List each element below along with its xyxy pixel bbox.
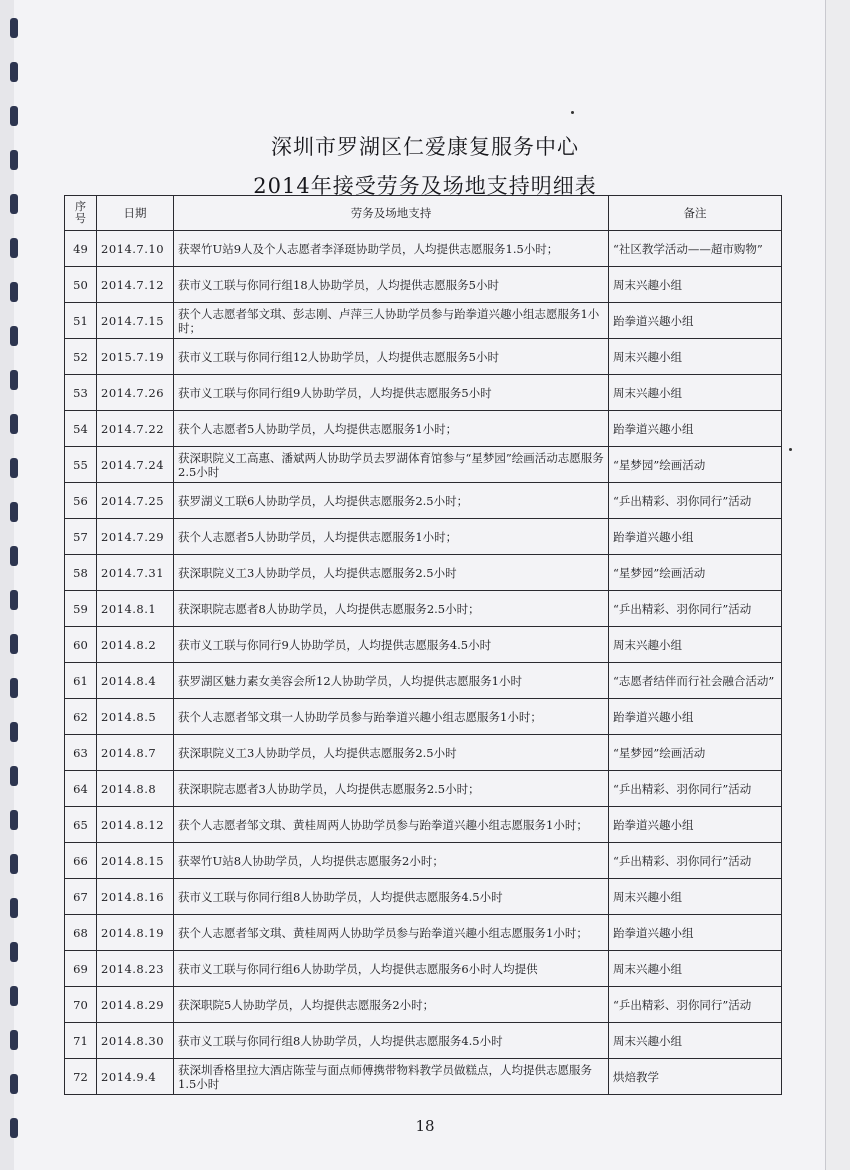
table-row [65, 339, 782, 375]
row-note: 烘焙教学 [609, 1059, 782, 1095]
row-support: 获罗湖义工联6人协助学员，人均提供志愿服务2.5小时； [174, 483, 609, 519]
binding-hole [10, 458, 18, 478]
row-support: 获个人志愿者邹文琪、彭志刚、卢萍三人协助学员参与跆拳道兴趣小组志愿服务1小时； [174, 303, 609, 339]
row-support: 获深圳香格里拉大酒店陈莹与面点师傅携带物料教学员做糕点，人均提供志愿服务1.5小时 [174, 1059, 609, 1095]
row-note: 跆拳道兴趣小组 [609, 807, 782, 843]
row-support: 获市义工联与你同行组12人协助学员，人均提供志愿服务5小时 [174, 339, 609, 375]
binding-hole [10, 854, 18, 874]
header-no-line2: 号 [75, 212, 86, 225]
row-date: 2014.8.7 [97, 735, 174, 771]
row-note: “乒出精彩、羽你同行”活动 [609, 843, 782, 879]
row-note: “乒出精彩、羽你同行”活动 [609, 987, 782, 1023]
row-support: 获深职院5人协助学员，人均提供志愿服务2小时； [174, 987, 609, 1023]
table-row [65, 843, 782, 879]
row-support: 获个人志愿者邹文琪一人协助学员参与跆拳道兴趣小组志愿服务1小时； [174, 699, 609, 735]
row-number: 71 [65, 1023, 97, 1059]
header-no-line1: 序 [75, 200, 86, 213]
table-row [65, 411, 782, 447]
table-row [65, 591, 782, 627]
table-row [65, 483, 782, 519]
binding-hole [10, 986, 18, 1006]
row-note: 周末兴趣小组 [609, 375, 782, 411]
row-number: 57 [65, 519, 97, 555]
table-title: 2014年接受劳务及场地支持明细表 [253, 174, 597, 198]
table-row [65, 1023, 782, 1059]
table-row [65, 915, 782, 951]
row-date: 2014.7.29 [97, 519, 174, 555]
row-number: 67 [65, 879, 97, 915]
support-ledger-table [64, 195, 782, 1095]
row-note: 跆拳道兴趣小组 [609, 699, 782, 735]
binding-hole [10, 370, 18, 390]
row-date: 2014.7.12 [97, 267, 174, 303]
row-note: “星梦园”绘画活动 [609, 735, 782, 771]
header-date: 日期 [97, 196, 174, 231]
row-note: 周末兴趣小组 [609, 267, 782, 303]
row-number: 63 [65, 735, 97, 771]
row-number: 60 [65, 627, 97, 663]
row-number: 65 [65, 807, 97, 843]
row-support: 获市义工联与你同行9人协助学员，人均提供志愿服务4.5小时 [174, 627, 609, 663]
row-date: 2014.8.19 [97, 915, 174, 951]
row-support: 获深职院义工高惠、潘斌两人协助学员去罗湖体育馆参与“星梦园”绘画活动志愿服务2.5小时 [174, 447, 609, 483]
row-support: 获个人志愿者邹文琪、黄桂周两人协助学员参与跆拳道兴趣小组志愿服务1小时； [174, 807, 609, 843]
row-number: 50 [65, 267, 97, 303]
row-note: 周末兴趣小组 [609, 951, 782, 987]
binding-hole [10, 634, 18, 654]
row-support: 获市义工联与你同行组6人协助学员，人均提供志愿服务6小时人均提供 [174, 951, 609, 987]
row-support: 获翠竹U站8人协助学员，人均提供志愿服务2小时； [174, 843, 609, 879]
table-row [65, 987, 782, 1023]
table-row [65, 555, 782, 591]
row-date: 2014.7.31 [97, 555, 174, 591]
row-date: 2014.8.16 [97, 879, 174, 915]
table-row [65, 447, 782, 483]
table-row [65, 951, 782, 987]
binding-hole [10, 326, 18, 346]
row-support: 获市义工联与你同行组9人协助学员，人均提供志愿服务5小时 [174, 375, 609, 411]
table-row [65, 1059, 782, 1095]
row-support: 获深职院志愿者8人协助学员，人均提供志愿服务2.5小时； [174, 591, 609, 627]
row-number: 59 [65, 591, 97, 627]
row-note: 周末兴趣小组 [609, 339, 782, 375]
row-date: 2014.9.4 [97, 1059, 174, 1095]
row-number: 62 [65, 699, 97, 735]
row-number: 53 [65, 375, 97, 411]
binding-hole [10, 1030, 18, 1050]
scan-speck [571, 111, 574, 114]
row-support: 获市义工联与你同行组18人协助学员，人均提供志愿服务5小时 [174, 267, 609, 303]
row-date: 2014.8.23 [97, 951, 174, 987]
row-number: 70 [65, 987, 97, 1023]
row-date: 2014.7.10 [97, 231, 174, 267]
row-date: 2014.7.15 [97, 303, 174, 339]
binding-hole [10, 62, 18, 82]
row-note: “星梦园”绘画活动 [609, 555, 782, 591]
table-row [65, 879, 782, 915]
row-number: 66 [65, 843, 97, 879]
row-number: 68 [65, 915, 97, 951]
table-row [65, 375, 782, 411]
row-date: 2014.7.24 [97, 447, 174, 483]
row-number: 49 [65, 231, 97, 267]
table-row [65, 699, 782, 735]
row-note: “星梦园”绘画活动 [609, 447, 782, 483]
row-note: “乒出精彩、羽你同行”活动 [609, 591, 782, 627]
row-support: 获深职院义工3人协助学员，人均提供志愿服务2.5小时 [174, 735, 609, 771]
row-number: 51 [65, 303, 97, 339]
header-support: 劳务及场地支持 [174, 196, 609, 231]
row-support: 获市义工联与你同行组8人协助学员，人均提供志愿服务4.5小时 [174, 1023, 609, 1059]
row-date: 2014.7.26 [97, 375, 174, 411]
binding-hole [10, 810, 18, 830]
table-row [65, 771, 782, 807]
row-support: 获深职院志愿者3人协助学员，人均提供志愿服务2.5小时； [174, 771, 609, 807]
table-row [65, 519, 782, 555]
header-no [65, 196, 97, 231]
binding-hole [10, 282, 18, 302]
row-note: 周末兴趣小组 [609, 1023, 782, 1059]
binding-hole [10, 942, 18, 962]
row-date: 2014.8.4 [97, 663, 174, 699]
row-date: 2014.7.22 [97, 411, 174, 447]
binding-hole [10, 678, 18, 698]
row-number: 56 [65, 483, 97, 519]
binding-hole [10, 590, 18, 610]
row-date: 2014.7.25 [97, 483, 174, 519]
row-note: 跆拳道兴趣小组 [609, 411, 782, 447]
row-number: 52 [65, 339, 97, 375]
row-date: 2014.8.1 [97, 591, 174, 627]
table-row [65, 807, 782, 843]
binding-hole [10, 898, 18, 918]
row-date: 2014.8.8 [97, 771, 174, 807]
row-date: 2014.8.2 [97, 627, 174, 663]
row-support: 获市义工联与你同行组8人协助学员，人均提供志愿服务4.5小时 [174, 879, 609, 915]
binding-hole [10, 546, 18, 566]
binding-hole [10, 1074, 18, 1094]
row-date: 2014.8.5 [97, 699, 174, 735]
row-date: 2014.8.29 [97, 987, 174, 1023]
table-header-row [65, 196, 782, 231]
binding-hole [10, 18, 18, 38]
row-support: 获深职院义工3人协助学员，人均提供志愿服务2.5小时 [174, 555, 609, 591]
binding-hole [10, 414, 18, 434]
table-row [65, 303, 782, 339]
row-support: 获个人志愿者5人协助学员，人均提供志愿服务1小时； [174, 519, 609, 555]
row-number: 55 [65, 447, 97, 483]
row-note: 跆拳道兴趣小组 [609, 915, 782, 951]
page-number: 18 [415, 1117, 435, 1135]
row-note: 周末兴趣小组 [609, 627, 782, 663]
row-note: 周末兴趣小组 [609, 879, 782, 915]
table-row [65, 627, 782, 663]
row-support: 获个人志愿者邹文琪、黄桂周两人协助学员参与跆拳道兴趣小组志愿服务1小时； [174, 915, 609, 951]
row-date: 2015.7.19 [97, 339, 174, 375]
binding-hole [10, 238, 18, 258]
binding-hole [10, 766, 18, 786]
row-note: 跆拳道兴趣小组 [609, 519, 782, 555]
row-number: 54 [65, 411, 97, 447]
binding-hole [10, 502, 18, 522]
organization-title: 深圳市罗湖区仁爱康复服务中心 [271, 135, 579, 159]
table-row [65, 735, 782, 771]
table-row [65, 267, 782, 303]
binding-hole [10, 106, 18, 126]
row-number: 61 [65, 663, 97, 699]
row-date: 2014.8.12 [97, 807, 174, 843]
binding-hole [10, 722, 18, 742]
header-note: 备注 [609, 196, 782, 231]
row-note: “社区教学活动——超市购物” [609, 231, 782, 267]
row-note: “乒出精彩、羽你同行”活动 [609, 483, 782, 519]
table-row [65, 663, 782, 699]
row-number: 64 [65, 771, 97, 807]
row-support: 获个人志愿者5人协助学员，人均提供志愿服务1小时； [174, 411, 609, 447]
row-support: 获罗湖区魅力素女美容会所12人协助学员，人均提供志愿服务1小时 [174, 663, 609, 699]
row-number: 58 [65, 555, 97, 591]
row-number: 69 [65, 951, 97, 987]
row-date: 2014.8.15 [97, 843, 174, 879]
scan-speck [789, 448, 792, 451]
row-number: 72 [65, 1059, 97, 1095]
table-row [65, 231, 782, 267]
row-support: 获翠竹U站9人及个人志愿者李泽珽协助学员，人均提供志愿服务1.5小时； [174, 231, 609, 267]
row-note: “乒出精彩、羽你同行”活动 [609, 771, 782, 807]
row-note: 跆拳道兴趣小组 [609, 303, 782, 339]
row-note: “志愿者结伴而行社会融合活动” [609, 663, 782, 699]
row-date: 2014.8.30 [97, 1023, 174, 1059]
